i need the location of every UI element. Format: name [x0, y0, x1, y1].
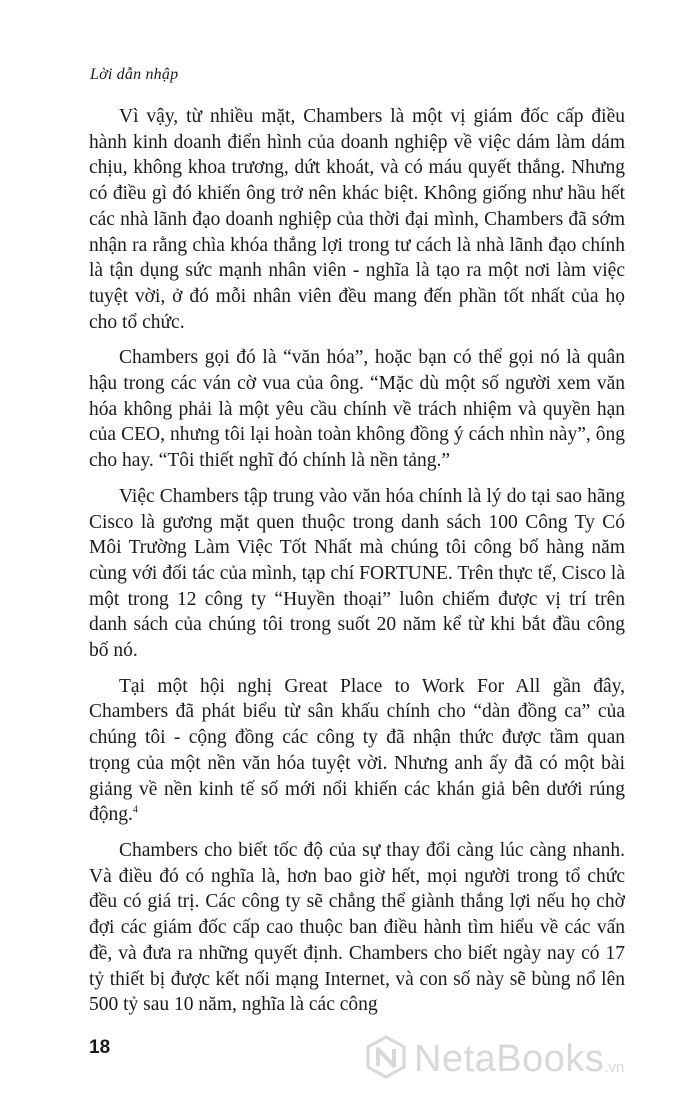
footnote-marker: 4	[132, 804, 138, 816]
body-text	[89, 104, 625, 1028]
page-number: 18	[89, 1037, 111, 1058]
paragraph-1: Vì vậy, từ nhiều mặt, Chambers là một vị giám đốc cấp điều hành kinh doanh điển hình của doanh nghiệp về việc dám làm dám chịu, không khoa trương, dứt khoát, và có máu quyết thắng. Nhưng có điều gì đó khiến ông trở nên khác biệt. Không giống như hầu hết các nhà lãnh đạo doanh nghiệp của thời đại mình, Chambers đã sớm nhận ra rằng chìa khóa thắng lợi trong tư cách là nhà lãnh đạo chính là tận dụng sức mạnh nhân viên - nghĩa là tạo ra một nơi làm việc tuyệt vời, ở đó mỗi nhân viên đều mang đến phần tốt nhất của họ cho tổ chức.	[89, 106, 625, 333]
paragraph-4	[89, 674, 625, 828]
watermark-suffix: .vn	[604, 1059, 625, 1076]
watermark	[364, 1035, 624, 1084]
paragraph-2: Chambers gọi đó là “văn hóa”, hoặc bạn có thể gọi nó là quân hậu trong các ván cờ vua của ông. “Mặc dù một số người xem văn hóa không phải là một yêu cầu chính về trách nhiệm và quyền hạn của CEO, nhưng tôi lại hoàn toàn không đồng ý cách nhìn này”, ông cho hay. “Tôi thiết nghĩ đó chính là nền tảng.”	[89, 347, 625, 472]
paragraph-5: Chambers cho biết tốc độ của sự thay đổi càng lúc càng nhanh. Và điều đó có nghĩa là, hơn bao giờ hết, mọi người trong tổ chức đều có giá trị. Các công ty sẽ chẳng thể giành thắng lợi nếu họ chờ đợi các giám đốc cấp cao thuộc ban điều hành tìm hiểu về các vấn đề, và đưa ra những quyết định. Chambers cho biết ngày nay có 17 tỷ thiết bị được kết nối mạng Internet, và con số này sẽ bùng nổ lên 500 tỷ sau 10 năm, nghĩa là các công	[89, 839, 625, 1016]
paragraph-4-text: Tại một hội nghị Great Place to Work For All gần đây, Chambers đã phát biểu từ sân khấu chính cho “dàn đồng ca” của chúng tôi - cộng đồng các công ty đã nhận thức được tầm quan trọng của một nền văn hóa tuyệt vời. Nhưng anh ấy đã có một bài giảng về nền kinh tế số mới nổi khiến các khán giả bên dưới rúng động.	[89, 675, 625, 826]
paragraph-3: Việc Chambers tập trung vào văn hóa chính là lý do tại sao hãng Cisco là gương mặt quen thuộc trong danh sách 100 Công Ty Có Môi Trường Làm Việc Tốt Nhất mà chúng tôi công bố hàng năm cùng với đối tác của mình, tạp chí FORTUNE. Trên thực tế, Cisco là một trong 12 công ty “Huyền thoại” luôn chiếm được vị trí trên danh sách của chúng tôi trong suốt 20 năm kể từ khi bắt đầu công bố nó.	[89, 485, 625, 662]
netabooks-logo-icon	[364, 1035, 408, 1084]
running-header: Lời dẫn nhập	[90, 66, 179, 83]
watermark-brand: NetaBooks	[414, 1038, 605, 1080]
